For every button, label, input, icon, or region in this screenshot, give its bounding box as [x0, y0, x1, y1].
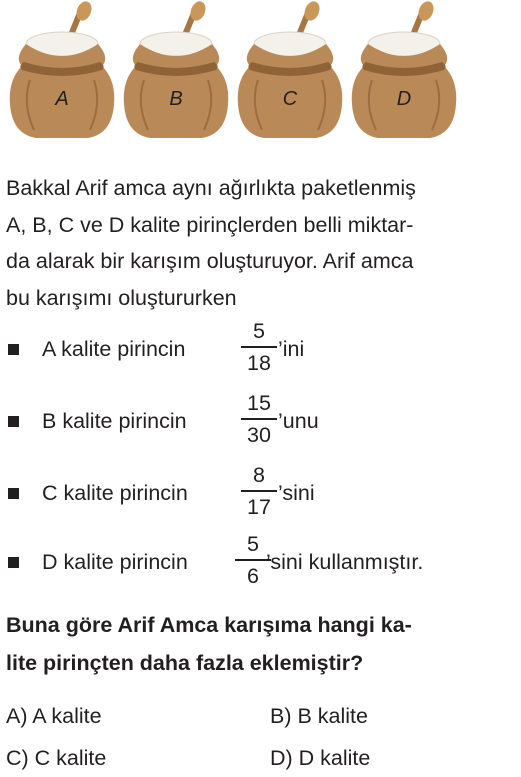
list-item-a [8, 318, 508, 378]
rice-bag-a [8, 0, 116, 145]
item-label: D kalite pirincin [42, 550, 188, 574]
prompt-line: Buna göre Arif Amca karışıma hangi ka- [6, 613, 412, 637]
rice-sack-icon [8, 0, 116, 145]
square-bullet-icon [8, 344, 19, 355]
rice-sack-icon [350, 0, 458, 145]
fraction-bar [241, 346, 277, 348]
list-item-d [8, 531, 508, 591]
fraction-numerator: 5 [253, 319, 265, 343]
square-bullet-icon [8, 416, 19, 427]
choice-text: A kalite [32, 704, 102, 728]
item-suffix: ’sini [278, 481, 315, 505]
question-line: Bakkal Arif amca aynı ağırlıkta paketlenmiş [6, 176, 416, 200]
bag-label: A [55, 88, 69, 110]
rice-sack-icon [236, 0, 344, 145]
bag-label: C [282, 88, 298, 110]
fraction [239, 462, 279, 520]
square-bullet-icon [8, 557, 19, 568]
fraction [239, 318, 279, 376]
rice-sack-icon [122, 0, 230, 145]
question-line: bu karışımı oluştururken [6, 285, 237, 310]
fraction-bar [241, 490, 277, 492]
list-item-b [8, 390, 508, 450]
choice-a[interactable] [6, 704, 102, 729]
fraction-bar [241, 418, 277, 420]
item-label: A kalite pirincin [42, 337, 186, 361]
item-label: C kalite pirincin [42, 481, 188, 505]
fraction-denominator: 18 [247, 350, 271, 375]
item-label: B kalite pirincin [42, 409, 187, 433]
choice-key: A) [6, 704, 28, 728]
choice-text: C kalite [34, 746, 107, 770]
prompt-line: lite pirinçten daha fazla eklemiştir? [6, 651, 364, 675]
choice-d[interactable] [270, 746, 370, 771]
question-prompt [6, 606, 518, 682]
fraction-denominator: 6 [247, 563, 259, 588]
question-stem [6, 170, 518, 316]
fraction-numerator: 8 [253, 463, 265, 487]
item-suffix: ’ini [278, 337, 305, 361]
choice-key: D) [270, 746, 293, 770]
rice-bags-illustration [0, 0, 521, 150]
bag-label: D [396, 88, 412, 110]
choice-c[interactable] [6, 746, 106, 771]
fraction [239, 390, 279, 448]
question-line: A, B, C ve D kalite pirinçlerden belli miktar- [6, 212, 414, 237]
list-item-c [8, 462, 508, 522]
choice-text: D kalite [298, 746, 371, 770]
choice-key: C) [6, 746, 29, 770]
fraction-denominator: 17 [247, 494, 271, 519]
choice-b[interactable] [270, 704, 368, 729]
rice-bag-c [236, 0, 344, 145]
square-bullet-icon [8, 488, 19, 499]
choice-text: B kalite [297, 704, 368, 728]
question-line: da alarak bir karışım oluşturuyor. Arif amca [6, 249, 414, 273]
choice-key: B) [270, 704, 292, 728]
bag-label: B [169, 88, 183, 110]
fraction-numerator: 15 [247, 391, 271, 415]
fraction-denominator: 30 [247, 422, 271, 447]
rice-bag-d [350, 0, 458, 145]
item-suffix: ’sini kullanmıştır. [266, 550, 424, 574]
fraction-numerator: 5 [247, 532, 259, 556]
rice-bag-b [122, 0, 230, 145]
item-suffix: ’unu [278, 409, 319, 433]
